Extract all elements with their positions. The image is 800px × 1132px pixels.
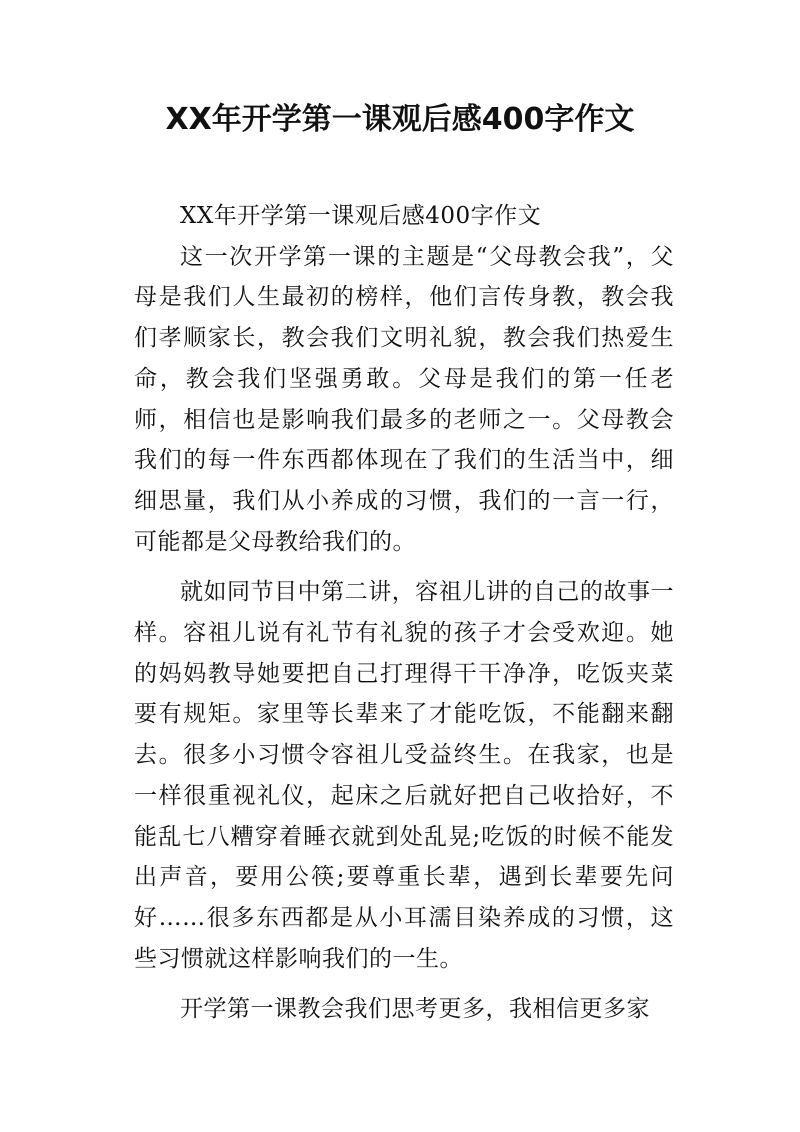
subtitle-paragraph: XX年开学第一课观后感400字作文 [180, 203, 542, 229]
body-paragraph-3: 开学第一课教会我们思考更多，我相信更多家 [180, 996, 650, 1023]
document-body [134, 196, 674, 1030]
body-paragraph-1: 这一次开学第一课的主题是“父母教会我”，父母是我们人生最初的榜样，他们言传身教，教会我们孝顺家长，教会我们文明礼貌，教会我们热爱生命，教会我们坚强勇敢。父母是我们的第一任老师，相信也是影响我们最多的老师之一。父母教会我们的每一件东西都体现在了我们的生活当中，细细思量，我们从小养成的习惯，我们的一言一行，可能都是父母教给我们的。 [134, 243, 674, 555]
body-paragraph-2: 就如同节目中第二讲，容祖儿讲的自己的故事一样。容祖儿说有礼节有礼貌的孩子才会受欢迎。她的妈妈教导她要把自己打理得干干净净，吃饭夹菜要有规矩。家里等长辈来了才能吃饭，不能翻来翻去。很多小习惯令容祖儿受益终生。在我家，也是一样很重视礼仪，起床之后就好把自己收拾好，不能乱七八糟穿着睡衣就到处乱晃;吃饭的时候不能发出声音，要用公筷;要尊重长辈，遇到长辈要先问好……很多东西都是从小耳濡目染养成的习惯，这些习惯就这样影响我们的一生。 [134, 579, 674, 972]
document-title: XX年开学第一课观后感400字作文 [165, 102, 635, 137]
